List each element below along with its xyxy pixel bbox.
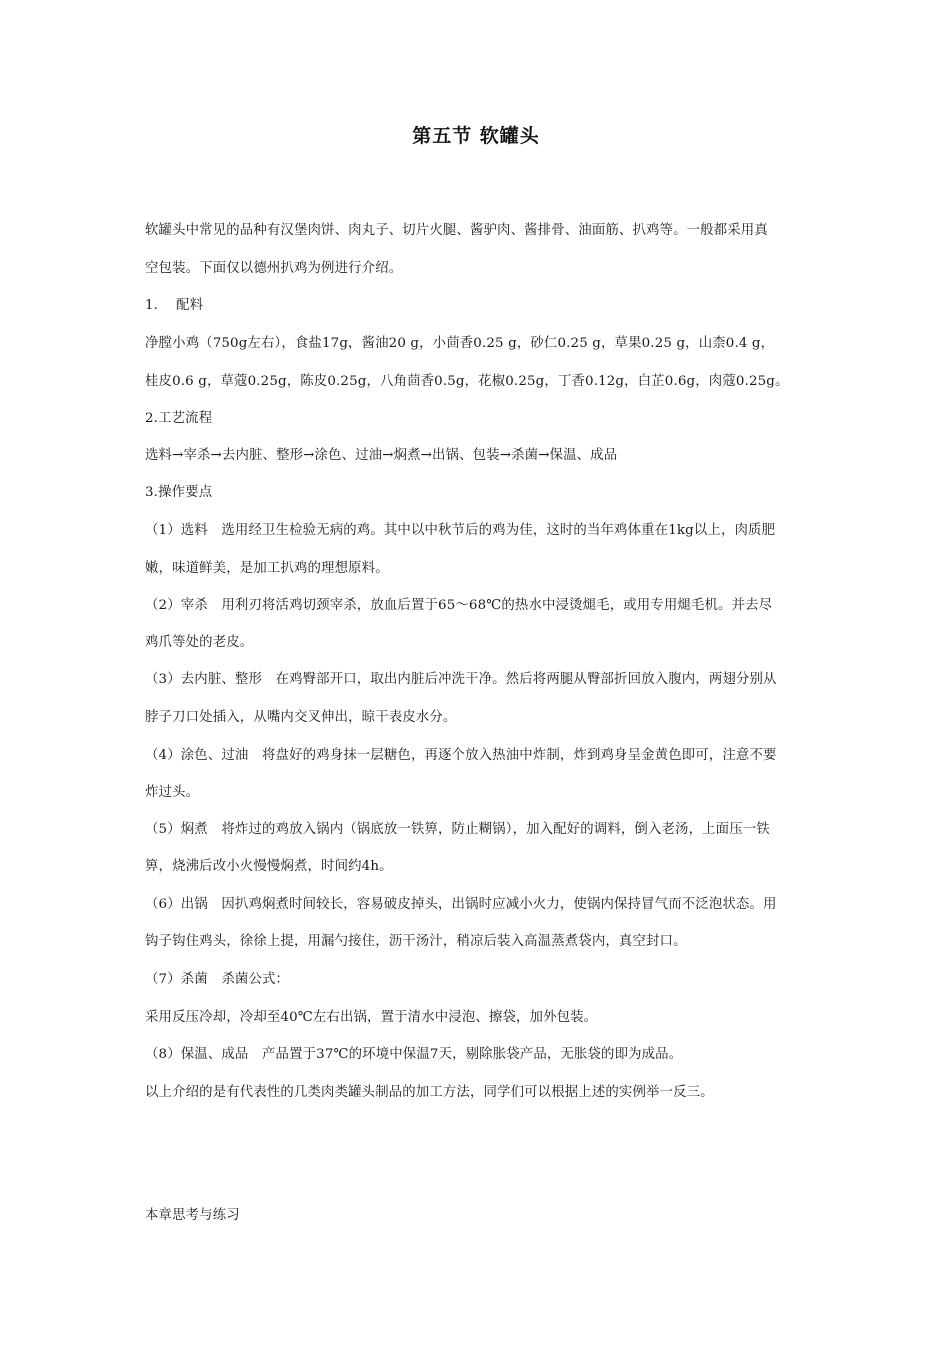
paragraph-line: 空包装。下面仅以德州扒鸡为例进行介绍。 [145, 261, 403, 276]
paragraph-line: （8）保温、成品 产品置于37℃的环境中保温7天，剔除胀袋产品，无胀袋的即为成品。 [145, 1047, 683, 1062]
paragraph-line: 选料→宰杀→去内脏、整形→涂色、过油→焖煮→出锅、包装→杀菌→保温、成品 [145, 448, 618, 463]
heading-key-points: 3.操作要点 [145, 485, 213, 500]
paragraph-line: （6）出锅 因扒鸡焖煮时间较长，容易破皮掉头，出锅时应减小火力，使锅内保持冒气而不泛泡状态。用 [145, 897, 777, 912]
paragraph-line: （4）涂色、过油 将盘好的鸡身抹一层糖色，再逐个放入热油中炸制，炸到鸡身呈金黄色即可，注意不要 [145, 748, 777, 763]
paragraph-line: （2）宰杀 用利刃将活鸡切颈宰杀，放血后置于65～68℃的热水中浸烫煺毛，或用专用煺毛机。并去尽 [145, 598, 773, 613]
paragraph-line: （7）杀菌 杀菌公式： [145, 972, 290, 987]
paragraph-line: 脖子刀口处插入，从嘴内交叉伸出，晾干表皮水分。 [145, 710, 457, 725]
paragraph-line: 箅，烧沸后改小火慢慢焖煮，时间约4h。 [145, 859, 393, 874]
chapter-review-heading: 本章思考与练习 [145, 1208, 240, 1223]
paragraph-line: 软罐头中常见的品种有汉堡肉饼、肉丸子、切片火腿、酱驴肉、酱排骨、油面筋、扒鸡等。一般都采用真 [145, 223, 768, 238]
paragraph-line: 炸过头。 [145, 785, 200, 800]
paragraph-line: 鸡爪等处的老皮。 [145, 635, 254, 650]
heading-ingredients: 1. 配料 [145, 298, 204, 313]
heading-process-flow: 2.工艺流程 [145, 411, 213, 426]
paragraph-line: 桂皮0.6 g，草蔻0.25g，陈皮0.25g，八角茴香0.5g，花椒0.25g，丁香0.12g，白芷0.6g，肉蔻0.25g。 [145, 374, 789, 389]
section-title: 第五节 软罐头 [412, 125, 540, 147]
paragraph-line: 钩子钩住鸡头，徐徐上提，用漏勺接住，沥干汤汁，稍凉后装入高温蒸煮袋内，真空封口。 [145, 934, 687, 949]
paragraph-line: 以上介绍的是有代表性的几类肉类罐头制品的加工方法，同学们可以根据上述的实例举一反三。 [145, 1085, 714, 1100]
paragraph-line: （3）去内脏、整形 在鸡臀部开口，取出内脏后冲洗干净。然后将两腿从臀部折回放入腹内，两翅分别从 [145, 672, 777, 687]
paragraph-line: 净膛小鸡（750g左右），食盐17g，酱油20 g，小茴香0.25 g，砂仁0.25 g，草果0.25 g，山柰0.4 g， [145, 336, 775, 351]
paragraph-line: 采用反压冷却，冷却至40℃左右出锅，置于清水中浸泡、擦袋，加外包装。 [145, 1010, 598, 1025]
paragraph-line: （1）选料 选用经卫生检验无病的鸡。其中以中秋节后的鸡为佳，这时的当年鸡体重在1kg以上，肉质肥 [145, 523, 776, 538]
paragraph-line: （5）焖煮 将炸过的鸡放入锅内（锅底放一铁箅，防止糊锅），加入配好的调料，倒入老汤，上面压一铁 [145, 822, 770, 837]
paragraph-line: 嫩，味道鲜美，是加工扒鸡的理想原料。 [145, 561, 389, 576]
